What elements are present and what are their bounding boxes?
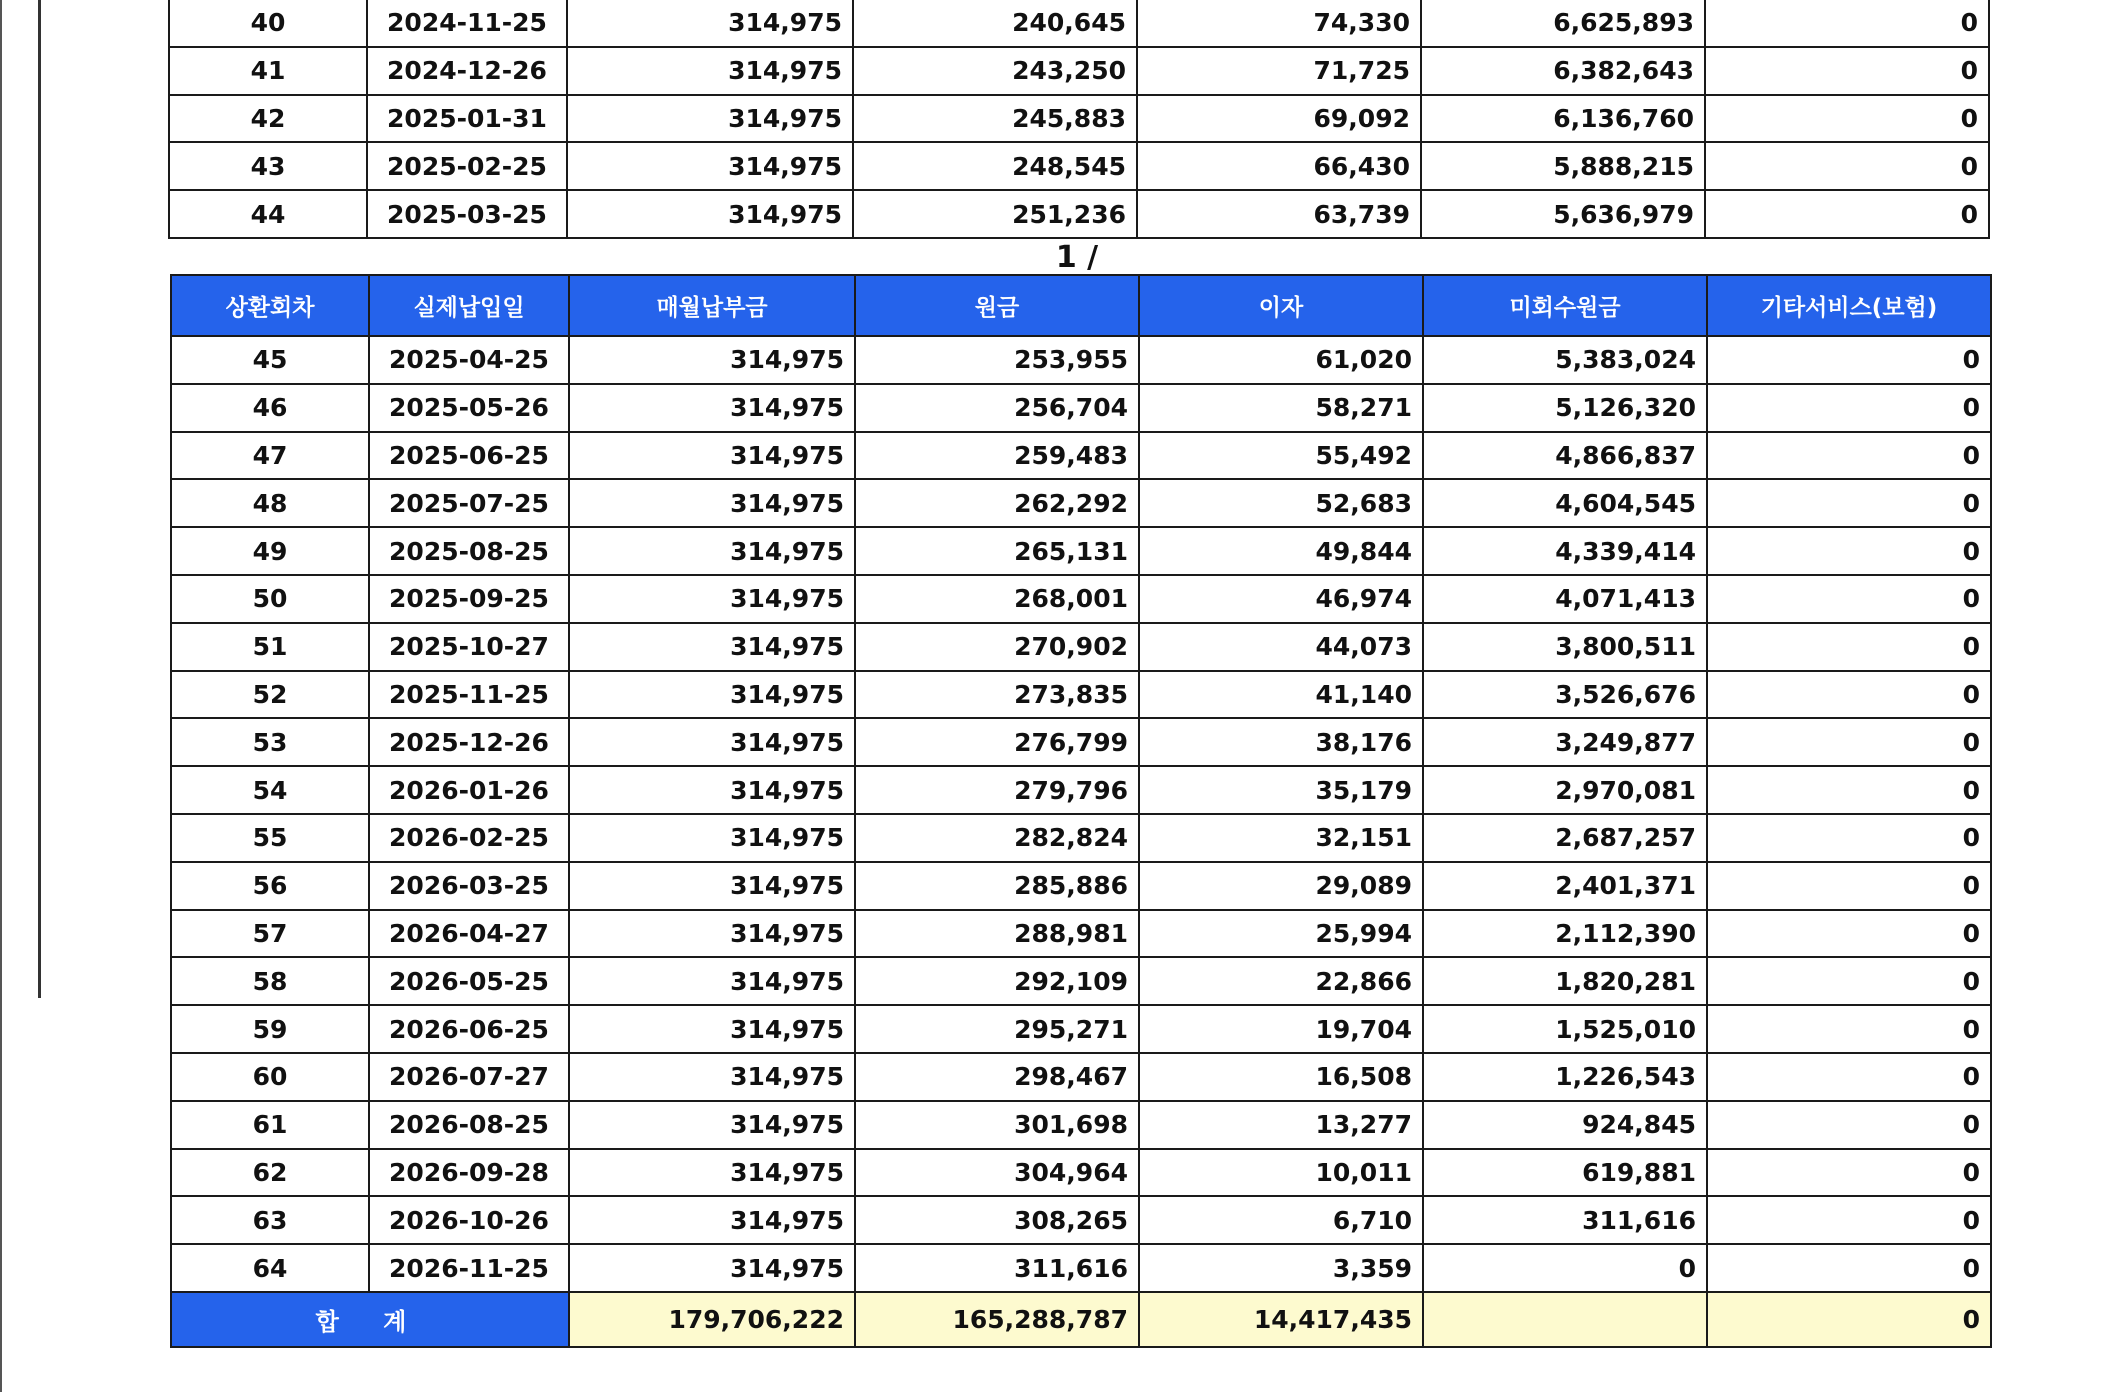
repayment-schedule-table <box>170 274 1992 1348</box>
monthly-payment-cell: 314,975 <box>569 766 855 814</box>
installment-cell: 63 <box>171 1196 369 1244</box>
other-service-cell: 0 <box>1707 1149 1991 1197</box>
interest-cell: 61,020 <box>1139 336 1423 384</box>
other-service-cell: 0 <box>1707 957 1991 1005</box>
interest-cell: 58,271 <box>1139 384 1423 432</box>
payment-date-cell: 2025-06-25 <box>369 432 569 480</box>
monthly-payment-cell: 314,975 <box>567 190 853 238</box>
outstanding-principal-cell: 924,845 <box>1423 1101 1707 1149</box>
total-monthly-payment: 179,706,222 <box>569 1292 855 1347</box>
col-header-installment: 상환회차 <box>171 275 369 336</box>
monthly-payment-cell: 314,975 <box>569 336 855 384</box>
interest-cell: 74,330 <box>1137 0 1421 47</box>
other-service-cell: 0 <box>1707 527 1991 575</box>
installment-cell: 40 <box>169 0 367 47</box>
table-row <box>171 336 1991 384</box>
monthly-payment-cell: 314,975 <box>569 575 855 623</box>
table-header <box>171 275 1991 336</box>
total-outstanding-principal <box>1423 1292 1707 1347</box>
outstanding-principal-cell: 2,970,081 <box>1423 766 1707 814</box>
payment-date-cell: 2025-07-25 <box>369 479 569 527</box>
outstanding-principal-cell: 1,525,010 <box>1423 1005 1707 1053</box>
other-service-cell: 0 <box>1707 1196 1991 1244</box>
outstanding-principal-cell: 619,881 <box>1423 1149 1707 1197</box>
table-row <box>169 95 1989 143</box>
principal-cell: 270,902 <box>855 623 1139 671</box>
outstanding-principal-cell: 2,112,390 <box>1423 910 1707 958</box>
payment-date-cell: 2026-11-25 <box>369 1244 569 1292</box>
monthly-payment-cell: 314,975 <box>569 957 855 1005</box>
payment-date-cell: 2024-12-26 <box>367 47 567 95</box>
principal-cell: 243,250 <box>853 47 1137 95</box>
monthly-payment-cell: 314,975 <box>569 1149 855 1197</box>
outstanding-principal-cell: 2,401,371 <box>1423 862 1707 910</box>
principal-cell: 292,109 <box>855 957 1139 1005</box>
installment-cell: 46 <box>171 384 369 432</box>
other-service-cell: 0 <box>1707 479 1991 527</box>
interest-cell: 55,492 <box>1139 432 1423 480</box>
outstanding-principal-cell: 3,249,877 <box>1423 718 1707 766</box>
other-service-cell: 0 <box>1707 718 1991 766</box>
table-row <box>171 671 1991 719</box>
interest-cell: 32,151 <box>1139 814 1423 862</box>
page-number: 1 / <box>1055 240 1099 275</box>
principal-cell: 311,616 <box>855 1244 1139 1292</box>
principal-cell: 279,796 <box>855 766 1139 814</box>
payment-date-cell: 2026-05-25 <box>369 957 569 1005</box>
installment-cell: 50 <box>171 575 369 623</box>
outstanding-principal-cell: 4,866,837 <box>1423 432 1707 480</box>
monthly-payment-cell: 314,975 <box>569 623 855 671</box>
table-row <box>169 190 1989 238</box>
table-row <box>169 0 1989 47</box>
table-row <box>171 623 1991 671</box>
table-row <box>171 862 1991 910</box>
other-service-cell: 0 <box>1707 336 1991 384</box>
monthly-payment-cell: 314,975 <box>569 1005 855 1053</box>
interest-cell: 69,092 <box>1137 95 1421 143</box>
payment-date-cell: 2026-04-27 <box>369 910 569 958</box>
other-service-cell: 0 <box>1705 47 1989 95</box>
monthly-payment-cell: 314,975 <box>569 1244 855 1292</box>
installment-cell: 61 <box>171 1101 369 1149</box>
table-row <box>171 957 1991 1005</box>
payment-date-cell: 2026-02-25 <box>369 814 569 862</box>
payment-date-cell: 2025-11-25 <box>369 671 569 719</box>
principal-cell: 288,981 <box>855 910 1139 958</box>
principal-cell: 298,467 <box>855 1053 1139 1101</box>
page-margin-rule <box>38 0 41 998</box>
payment-date-cell: 2026-01-26 <box>369 766 569 814</box>
installment-cell: 51 <box>171 623 369 671</box>
monthly-payment-cell: 314,975 <box>569 718 855 766</box>
page-left-edge <box>0 0 2 1392</box>
monthly-payment-cell: 314,975 <box>569 479 855 527</box>
payment-date-cell: 2024-11-25 <box>367 0 567 47</box>
monthly-payment-cell: 314,975 <box>569 1101 855 1149</box>
col-header-payment-date: 실제납입일 <box>369 275 569 336</box>
interest-cell: 3,359 <box>1139 1244 1423 1292</box>
other-service-cell: 0 <box>1705 190 1989 238</box>
interest-cell: 10,011 <box>1139 1149 1423 1197</box>
monthly-payment-cell: 314,975 <box>569 384 855 432</box>
payment-date-cell: 2026-06-25 <box>369 1005 569 1053</box>
payment-date-cell: 2026-09-28 <box>369 1149 569 1197</box>
other-service-cell: 0 <box>1707 814 1991 862</box>
outstanding-principal-cell: 1,226,543 <box>1423 1053 1707 1101</box>
payment-date-cell: 2025-09-25 <box>369 575 569 623</box>
principal-cell: 251,236 <box>853 190 1137 238</box>
other-service-cell: 0 <box>1707 862 1991 910</box>
payment-date-cell: 2026-10-26 <box>369 1196 569 1244</box>
monthly-payment-cell: 314,975 <box>567 95 853 143</box>
outstanding-principal-cell: 311,616 <box>1423 1196 1707 1244</box>
monthly-payment-cell: 314,975 <box>569 1053 855 1101</box>
principal-cell: 295,271 <box>855 1005 1139 1053</box>
payment-date-cell: 2026-07-27 <box>369 1053 569 1101</box>
col-header-principal: 원금 <box>855 275 1139 336</box>
installment-cell: 47 <box>171 432 369 480</box>
outstanding-principal-cell: 6,136,760 <box>1421 95 1705 143</box>
total-other-service: 0 <box>1707 1292 1991 1347</box>
principal-cell: 256,704 <box>855 384 1139 432</box>
payment-date-cell: 2025-08-25 <box>369 527 569 575</box>
monthly-payment-cell: 314,975 <box>569 862 855 910</box>
monthly-payment-cell: 314,975 <box>569 1196 855 1244</box>
installment-cell: 49 <box>171 527 369 575</box>
table-row <box>171 910 1991 958</box>
principal-cell: 259,483 <box>855 432 1139 480</box>
table-row <box>171 1244 1991 1292</box>
principal-cell: 301,698 <box>855 1101 1139 1149</box>
other-service-cell: 0 <box>1707 1005 1991 1053</box>
totals-label: 합 계 <box>171 1292 569 1347</box>
installment-cell: 44 <box>169 190 367 238</box>
outstanding-principal-cell: 1,820,281 <box>1423 957 1707 1005</box>
principal-cell: 245,883 <box>853 95 1137 143</box>
table-footer <box>171 1292 1991 1347</box>
principal-cell: 253,955 <box>855 336 1139 384</box>
installment-cell: 62 <box>171 1149 369 1197</box>
outstanding-principal-cell: 5,888,215 <box>1421 142 1705 190</box>
outstanding-principal-cell: 6,382,643 <box>1421 47 1705 95</box>
other-service-cell: 0 <box>1707 1244 1991 1292</box>
outstanding-principal-cell: 5,383,024 <box>1423 336 1707 384</box>
table-row <box>171 1053 1991 1101</box>
interest-cell: 41,140 <box>1139 671 1423 719</box>
interest-cell: 38,176 <box>1139 718 1423 766</box>
interest-cell: 19,704 <box>1139 1005 1423 1053</box>
table-row <box>171 1005 1991 1053</box>
interest-cell: 66,430 <box>1137 142 1421 190</box>
col-header-other-service: 기타서비스(보험) <box>1707 275 1991 336</box>
payment-date-cell: 2025-02-25 <box>367 142 567 190</box>
installment-cell: 45 <box>171 336 369 384</box>
installment-cell: 64 <box>171 1244 369 1292</box>
principal-cell: 273,835 <box>855 671 1139 719</box>
principal-cell: 262,292 <box>855 479 1139 527</box>
interest-cell: 44,073 <box>1139 623 1423 671</box>
outstanding-principal-cell: 2,687,257 <box>1423 814 1707 862</box>
interest-cell: 29,089 <box>1139 862 1423 910</box>
payment-date-cell: 2026-03-25 <box>369 862 569 910</box>
table-row <box>171 432 1991 480</box>
interest-cell: 46,974 <box>1139 575 1423 623</box>
principal-cell: 268,001 <box>855 575 1139 623</box>
principal-cell: 308,265 <box>855 1196 1139 1244</box>
payment-date-cell: 2025-03-25 <box>367 190 567 238</box>
installment-cell: 42 <box>169 95 367 143</box>
monthly-payment-cell: 314,975 <box>569 527 855 575</box>
table-row <box>171 527 1991 575</box>
table-row <box>171 384 1991 432</box>
installment-cell: 43 <box>169 142 367 190</box>
payment-date-cell: 2025-05-26 <box>369 384 569 432</box>
payment-date-cell: 2025-04-25 <box>369 336 569 384</box>
other-service-cell: 0 <box>1707 766 1991 814</box>
table-row <box>171 766 1991 814</box>
other-service-cell: 0 <box>1707 1053 1991 1101</box>
installment-cell: 56 <box>171 862 369 910</box>
interest-cell: 49,844 <box>1139 527 1423 575</box>
interest-cell: 63,739 <box>1137 190 1421 238</box>
installment-cell: 55 <box>171 814 369 862</box>
table-row <box>171 718 1991 766</box>
outstanding-principal-cell: 0 <box>1423 1244 1707 1292</box>
monthly-payment-cell: 314,975 <box>569 432 855 480</box>
installment-cell: 48 <box>171 479 369 527</box>
installment-cell: 57 <box>171 910 369 958</box>
interest-cell: 13,277 <box>1139 1101 1423 1149</box>
interest-cell: 35,179 <box>1139 766 1423 814</box>
other-service-cell: 0 <box>1707 910 1991 958</box>
schedule-table-continued <box>168 0 1990 239</box>
table-row <box>171 575 1991 623</box>
installment-cell: 60 <box>171 1053 369 1101</box>
payment-date-cell: 2025-01-31 <box>367 95 567 143</box>
other-service-cell: 0 <box>1707 575 1991 623</box>
interest-cell: 16,508 <box>1139 1053 1423 1101</box>
other-service-cell: 0 <box>1707 384 1991 432</box>
outstanding-principal-cell: 5,126,320 <box>1423 384 1707 432</box>
principal-cell: 276,799 <box>855 718 1139 766</box>
outstanding-principal-cell: 4,604,545 <box>1423 479 1707 527</box>
table-row <box>171 1196 1991 1244</box>
total-interest: 14,417,435 <box>1139 1292 1423 1347</box>
table-row <box>171 1149 1991 1197</box>
watermark <box>2015 1348 2095 1382</box>
monthly-payment-cell: 314,975 <box>569 671 855 719</box>
other-service-cell: 0 <box>1707 671 1991 719</box>
outstanding-principal-cell: 3,800,511 <box>1423 623 1707 671</box>
other-service-cell: 0 <box>1705 95 1989 143</box>
installment-cell: 54 <box>171 766 369 814</box>
installment-cell: 41 <box>169 47 367 95</box>
installment-cell: 53 <box>171 718 369 766</box>
principal-cell: 304,964 <box>855 1149 1139 1197</box>
table-body <box>171 336 1991 1292</box>
principal-cell: 248,545 <box>853 142 1137 190</box>
outstanding-principal-cell: 3,526,676 <box>1423 671 1707 719</box>
interest-cell: 6,710 <box>1139 1196 1423 1244</box>
table-row <box>169 47 1989 95</box>
payment-date-cell: 2026-08-25 <box>369 1101 569 1149</box>
table-row <box>169 142 1989 190</box>
principal-cell: 265,131 <box>855 527 1139 575</box>
installment-cell: 58 <box>171 957 369 1005</box>
interest-cell: 22,866 <box>1139 957 1423 1005</box>
total-principal: 165,288,787 <box>855 1292 1139 1347</box>
col-header-interest: 이자 <box>1139 275 1423 336</box>
header-row <box>171 275 1991 336</box>
other-service-cell: 0 <box>1705 142 1989 190</box>
principal-cell: 240,645 <box>853 0 1137 47</box>
interest-cell: 25,994 <box>1139 910 1423 958</box>
schedule-table-continued-body <box>169 0 1989 238</box>
other-service-cell: 0 <box>1707 432 1991 480</box>
payment-date-cell: 2025-10-27 <box>369 623 569 671</box>
other-service-cell: 0 <box>1705 0 1989 47</box>
principal-cell: 285,886 <box>855 862 1139 910</box>
payment-date-cell: 2025-12-26 <box>369 718 569 766</box>
installment-cell: 52 <box>171 671 369 719</box>
other-service-cell: 0 <box>1707 1101 1991 1149</box>
totals-row <box>171 1292 1991 1347</box>
table-row <box>171 1101 1991 1149</box>
monthly-payment-cell: 314,975 <box>569 814 855 862</box>
interest-cell: 52,683 <box>1139 479 1423 527</box>
monthly-payment-cell: 314,975 <box>567 47 853 95</box>
other-service-cell: 0 <box>1707 623 1991 671</box>
table-row <box>171 814 1991 862</box>
outstanding-principal-cell: 4,071,413 <box>1423 575 1707 623</box>
monthly-payment-cell: 314,975 <box>567 142 853 190</box>
interest-cell: 71,725 <box>1137 47 1421 95</box>
outstanding-principal-cell: 4,339,414 <box>1423 527 1707 575</box>
col-header-outstanding-principal: 미회수원금 <box>1423 275 1707 336</box>
table-row <box>171 479 1991 527</box>
installment-cell: 59 <box>171 1005 369 1053</box>
col-header-monthly-payment: 매월납부금 <box>569 275 855 336</box>
monthly-payment-cell: 314,975 <box>569 910 855 958</box>
principal-cell: 282,824 <box>855 814 1139 862</box>
outstanding-principal-cell: 6,625,893 <box>1421 0 1705 47</box>
outstanding-principal-cell: 5,636,979 <box>1421 190 1705 238</box>
monthly-payment-cell: 314,975 <box>567 0 853 47</box>
